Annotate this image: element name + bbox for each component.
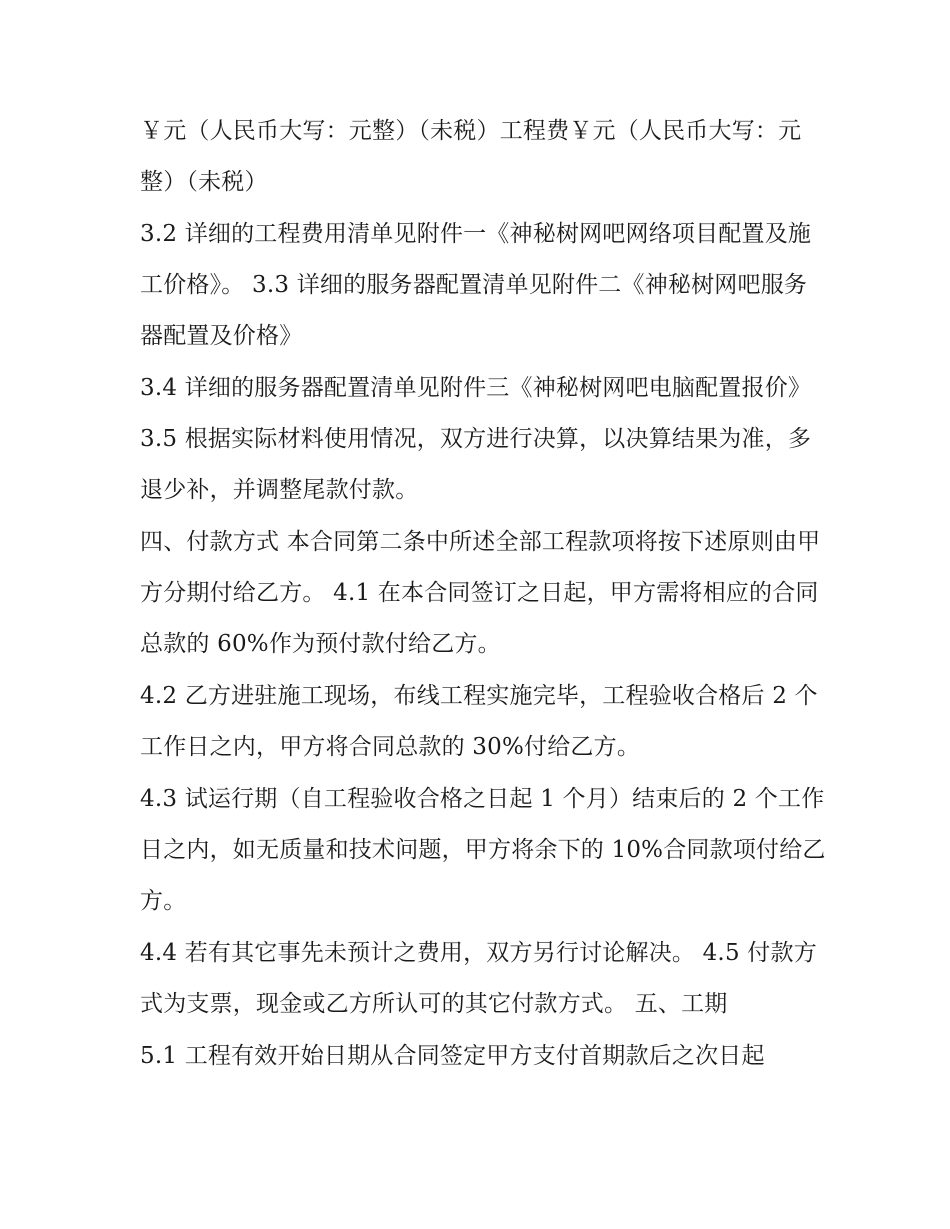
- paragraph-clause-3-4: 3.4 详细的服务器配置清单见附件三《神秘树网吧电脑配置报价》 3.5 根据实际材料使用情况，双方进行决算，以决算结果为准，多退少补，并调整尾款付款。: [140, 375, 812, 503]
- paragraph-clause-4-2: 4.2 乙方进驻施工现场，布线工程实施完毕，工程验收合格后 2 个工作日之内，甲方将合同总款的 30%付给乙方。: [140, 683, 818, 760]
- paragraph-price-summary: ￥元（人民币大写：元整）（未税）工程费￥元（人民币大写：元整）（未税）: [140, 118, 802, 195]
- document-page: [140, 106, 830, 1083]
- paragraph-section-4-payment: 四、付款方式 本合同第二条中所述全部工程款项将按下述原则由甲方分期付给乙方。 4.1 在本合同签订之日起，甲方需将相应的合同总款的 60%作为预付款付给乙方。: [140, 529, 821, 657]
- paragraph-clause-4-4: 4.4 若有其它事先未预计之费用，双方另行讨论解决。 4.5 付款方式为支票，现金或乙方所认可的其它付款方式。 五、工期: [140, 940, 817, 1017]
- paragraph-clause-5-1: 5.1 工程有效开始日期从合同签定甲方支付首期款后之次日起: [140, 1043, 765, 1069]
- paragraph-clause-3-2: 3.2 详细的工程费用清单见附件一《神秘树网吧网络项目配置及施工价格》。 3.3 详细的服务器配置清单见附件二《神秘树网吧服务器配置及价格》: [140, 221, 812, 349]
- paragraph-clause-4-3: 4.3 试运行期（自工程验收合格之日起 1 个月）结束后的 2 个工作日之内，如无质量和技术问题，甲方将余下的 10%合同款项付给乙方。: [140, 786, 826, 914]
